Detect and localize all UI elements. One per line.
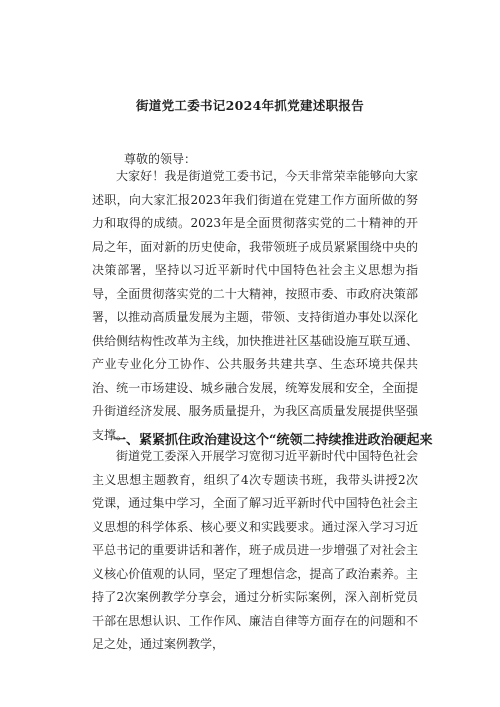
salutation: 尊敬的领导： [124,152,197,166]
document-title: 街道党工委书记2024年抓党建述职报告 [136,98,364,113]
paragraph-intro: 大家好！我是街道党工委书记，今天非常荣幸能够向大家述职，向大家汇报2023年我们街道在党建工作方面所做的努力和取得的成绩。2023年是全面贯彻落实党的二十精神的开局之年，面对新的历史使命，我带领班子成员紧紧围绕中央的决策部署，坚持以习近平新时代中国特色社会主义思想为指导，全面贯彻落实党的二十大精神，按照市委、市政府决策部署，以推动高质量发展为主题，带领、支持街道办事处以深化供给侧结构性改革为主线，加快推进社区基础设施互联互通、产业专业化分工协作、公共服务共建共享、生态环境共保共治、统一市场建设、城乡融合发展，统筹发展和安全，全面提升街道经济发展、服务质量提升，为我区高质量发展提供坚强支撑。 [92,169,418,442]
section-heading-1: 一、紧紧抓住政治建设这个“统领二持续推进政治硬起来 [113,433,433,448]
paragraph-section-1: 街道党工委深入开展学习宽彻习近平新时代中国特色社会主义思想主题教育，组织了4次专题读书班，我带头讲授2次党课，通过集中学习，全面了解习近平新时代中国特色社会主义思想的科学体系、核心要义和实践要求。通过深入学习习近平总书记的重要讲话和著作，班子成员进一步增强了对社会主义核心价值观的认同，坚定了理想信念，提高了政治素养。主持了2次案例教学分享会，通过分析实际案例，深入剖析党员干部在思想认识、工作作风、廉洁自律等方面存在的问题和不足之处，通过案例教学， [92,449,418,651]
